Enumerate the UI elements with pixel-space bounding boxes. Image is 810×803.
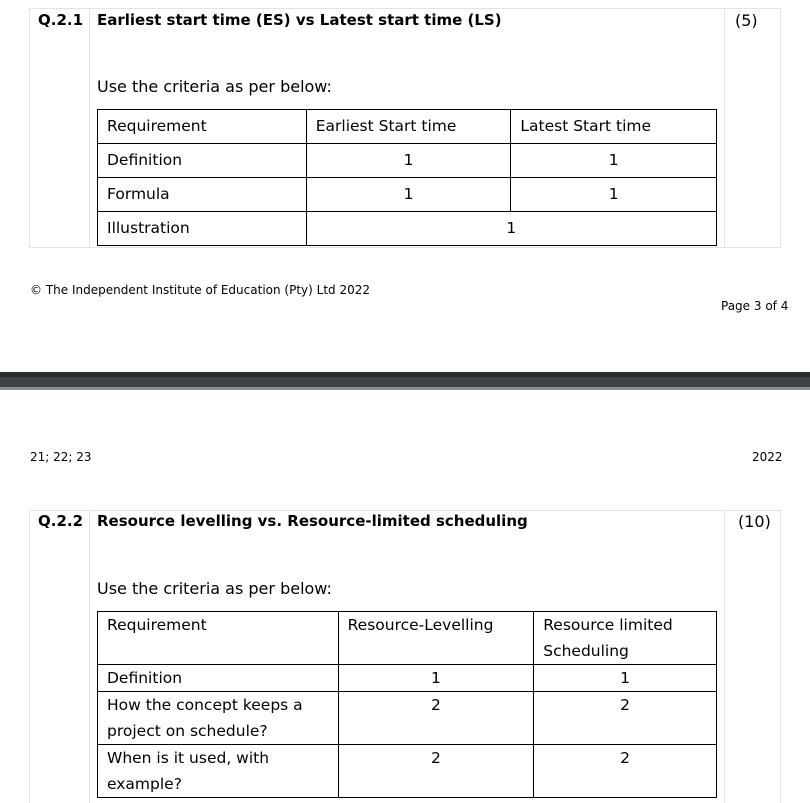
criteria-table — [97, 611, 717, 798]
table-cell-mark: 1 — [338, 665, 534, 692]
table-cell-requirement: Definition — [98, 665, 339, 692]
question-marks: (5) — [735, 11, 758, 30]
table-row — [98, 692, 717, 745]
table-header-row — [98, 110, 717, 144]
table-cell-mark: 1 — [306, 178, 511, 212]
table-cell-mark: 1 — [306, 144, 511, 178]
question-box-right-border — [780, 510, 781, 803]
header-right-text: 2022 — [752, 450, 783, 464]
question-title: Earliest start time (ES) vs Latest start time (LS) — [97, 11, 502, 29]
question-box-divider — [89, 510, 90, 803]
footer-copyright: © The Independent Institute of Education (Pty) Ltd 2022 — [30, 283, 370, 297]
question-number: Q.2.2 — [38, 512, 84, 530]
table-header-cell: Requirement — [98, 110, 307, 144]
table-row — [98, 665, 717, 692]
question-marks: (10) — [738, 512, 771, 531]
table-header-cell: Resource limited Scheduling — [534, 612, 717, 665]
table-row — [98, 178, 717, 212]
table-cell-requirement: Illustration — [98, 212, 307, 246]
question-box-marks-divider — [724, 8, 725, 248]
table-header-cell: Earliest Start time — [306, 110, 511, 144]
table-row — [98, 212, 717, 246]
question-box-left-border — [29, 8, 30, 248]
question-box-top-border — [29, 510, 781, 511]
table-row — [98, 745, 717, 798]
criteria-intro: Use the criteria as per below: — [97, 77, 332, 96]
question-box-right-border — [780, 8, 781, 248]
table-cell-requirement: When is it used, with example? — [98, 745, 339, 798]
criteria-table — [97, 109, 717, 246]
question-title: Resource levelling vs. Resource-limited scheduling — [97, 512, 528, 530]
criteria-intro: Use the criteria as per below: — [97, 579, 332, 598]
question-number: Q.2.1 — [38, 11, 84, 29]
table-header-cell: Requirement — [98, 612, 339, 665]
page-separator-edge — [0, 387, 810, 390]
table-cell-mark: 2 — [338, 745, 534, 798]
table-header-row — [98, 612, 717, 665]
question-box-marks-divider — [724, 510, 725, 803]
table-cell-requirement: How the concept keeps a project on schedule? — [98, 692, 339, 745]
question-box-divider — [89, 8, 90, 248]
table-row — [98, 144, 717, 178]
table-cell-mark: 2 — [534, 745, 717, 798]
table-header-cell: Latest Start time — [511, 110, 717, 144]
table-cell-mark-merged: 1 — [306, 212, 716, 246]
table-header-cell: Resource-Levelling — [338, 612, 534, 665]
table-cell-mark: 1 — [511, 178, 717, 212]
table-cell-requirement: Definition — [98, 144, 307, 178]
table-cell-mark: 1 — [511, 144, 717, 178]
header-left-text: 21; 22; 23 — [30, 450, 92, 464]
question-box-top-border — [29, 8, 781, 9]
question-box-bottom-border — [29, 247, 781, 248]
table-cell-mark: 2 — [534, 692, 717, 745]
table-cell-mark: 2 — [338, 692, 534, 745]
footer-page-number: Page 3 of 4 — [721, 299, 789, 313]
page-separator-shadow — [0, 372, 810, 377]
table-cell-requirement: Formula — [98, 178, 307, 212]
table-cell-mark: 1 — [534, 665, 717, 692]
question-box-left-border — [29, 510, 30, 803]
